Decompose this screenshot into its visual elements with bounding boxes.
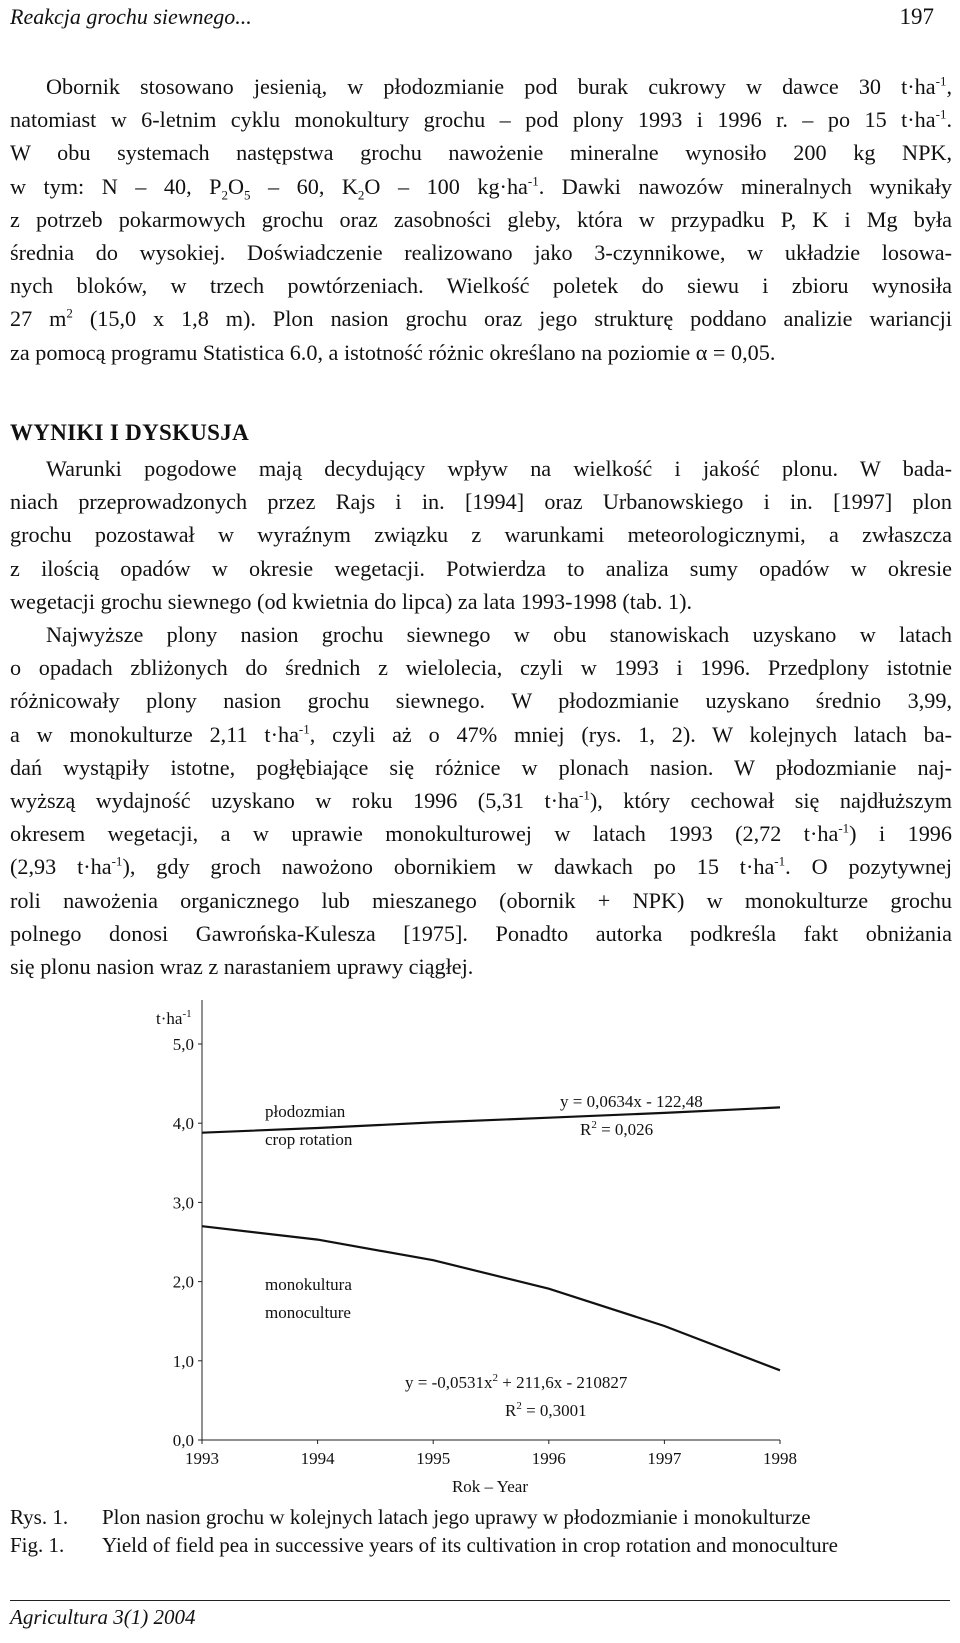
trend-equation-monoculture (405, 1372, 628, 1420)
text-line: niach przeprowadzonych przez Rajs i in. [1994] oraz Urbanowskiego i in. [1997] plon (10, 489, 952, 515)
series-line-monoculture (202, 1226, 780, 1370)
text-line: grochu pozostawał w wyraźnym związku z warunkami meteorologicznymi, a zwłaszcza (10, 522, 952, 548)
text-line: nych bloków, w trzech powtórzeniach. Wielkość poletek do siewu i zbioru wynosiła (10, 273, 952, 299)
footer-divider (10, 1600, 950, 1601)
text-line: z ilością opadów w okresie wegetacji. Potwierdza to analiza sumy opadów w okresie (10, 555, 952, 581)
section-title: WYNIKI I DYSKUSJA (10, 420, 249, 445)
series-label-en: crop rotation (265, 1130, 353, 1149)
figure-caption-en (10, 1533, 838, 1558)
y-tick-label: 2,0 (172, 1272, 194, 1292)
x-tick-label: 1993 (185, 1449, 219, 1468)
series-label-en: monoculture (265, 1303, 351, 1322)
caption-text: Yield of field pea in successive years of its cultivation in crop rotation and monoculture (102, 1533, 838, 1557)
caption-label: Fig. 1. (10, 1533, 65, 1557)
text-line: Obornik stosowano jesienią, w płodozmianie pod burak cukrowy w dawce 30 $t\cdot ha^{-1}$, (46, 73, 952, 99)
text-line: wegetacji grochu siewnego (od kwietnia do lipca) za lata 1993-1998 (tab. 1). (10, 588, 693, 614)
chart-canvas (150, 1000, 810, 1500)
figure-caption-pl (10, 1505, 811, 1530)
y-tick-label: 4,0 (172, 1114, 194, 1134)
trend-equation: $y = -0,0531x^2 + 211,6x - 210827$ (405, 1372, 628, 1392)
text-line: za pomocą programu Statistica 6.0, a istotność różnic określano na poziomie α = 0,05. (10, 339, 776, 365)
y-axis-label: $t\cdot ha^{-1}$ (156, 1008, 192, 1028)
yield-chart (150, 1000, 810, 1500)
x-tick-label: 1998 (763, 1449, 797, 1468)
paragraph-yields (10, 618, 952, 983)
text-line: W obu systemach następstwa grochu nawożenie mineralne wynosiło 200 kg NPK, (10, 140, 952, 166)
series-label-crop-rotation (265, 1102, 353, 1149)
x-tick-label: 1996 (531, 1449, 566, 1468)
text-line: polnego donosi Gawrońska-Kulesza [1975]. Ponadto autorka podkreśla fakt obniżania (10, 920, 952, 946)
y-tick-label: 3,0 (172, 1193, 194, 1213)
r-squared: $R^2 = 0,3001$ (505, 1400, 587, 1420)
text-line: (2,93 $t\cdot ha^{-1}$), gdy groch nawożono obornikiem w dawkach po 15 $t\cdot ha^{-1}$. O pozytywnej (10, 854, 952, 880)
text-line: w tym: N – 40, $P_2O_5 - 60$, $K_2O - 100$ $kg\cdot ha^{-1}$. Dawki nawozów mineralnych wynikały (10, 173, 952, 203)
text-line: dań wystąpiły istotne, pogłębiające się różnice w plonach nasion. W płodozmianie naj- (10, 754, 952, 780)
page-number: 197 (899, 4, 934, 29)
trend-equation: y = 0,0634x - 122,48 (560, 1092, 703, 1111)
series-label-monoculture (265, 1275, 352, 1322)
series-label-pl: monokultura (265, 1275, 352, 1294)
journal-footer: Agricultura 3(1) 2004 (10, 1605, 196, 1629)
x-axis-label: Rok – Year (451, 1477, 529, 1496)
r-squared: $R^2 = 0,026$ (580, 1119, 654, 1139)
y-tick-label: 1,0 (172, 1351, 194, 1371)
text-line: o opadach zbliżonych do średnich z wielolecia, czyli w 1993 i 1996. Przedplony istotnie (10, 655, 952, 681)
y-tick-label: 0,0 (172, 1431, 194, 1450)
paragraph-methods (10, 70, 952, 369)
text-line: a w monokulturze 2,11 $t\cdot ha^{-1}$, czyli aż o 47% mniej (rys. 1, 2). W kolejnych latach ba- (10, 721, 952, 747)
x-tick-label: 1997 (647, 1449, 682, 1468)
text-line: średnia do wysokiej. Doświadczenie realizowano jako 3-czynnikowe, w układzie losowa- (10, 240, 952, 266)
caption-label: Rys. 1. (10, 1505, 69, 1529)
text-line: z potrzeb pokarmowych grochu oraz zasobności gleby, która w przypadku P, K i Mg była (10, 206, 952, 232)
text-line: się plonu nasion wraz z narastaniem uprawy ciągłej. (10, 954, 474, 980)
text-line: 27 $m^2$ (15,0 x 1,8 m). Plon nasion grochu oraz jego strukturę poddano analizie wariancji (10, 306, 952, 332)
x-tick-label: 1994 (300, 1449, 335, 1468)
text-line: natomiast w 6-letnim cyklu monokultury grochu – pod plony 1993 i 1996 r. – po 15 $t\cdot ha^{-1}$. (10, 106, 952, 133)
text-line: okresem wegetacji, a w uprawie monokulturowej w latach 1993 (2,72 $t\cdot ha^{-1}$) i 1996 (10, 820, 952, 847)
text-line: różnicowały plony nasion grochu siewnego. W płodozmianie uzyskano średnio 3,99, (10, 688, 952, 714)
running-title: Reakcja grochu siewnego... (10, 4, 252, 29)
text-line: wyższą wydajność uzyskano w roku 1996 (5,31 $t\cdot ha^{-1}$), który cechował się najdłuższym (10, 787, 952, 814)
x-tick-label: 1995 (416, 1449, 451, 1468)
text-line: roli nawożenia organicznego lub mieszanego (obornik + NPK) w monokulturze grochu (10, 887, 952, 913)
series-label-pl: płodozmian (265, 1102, 346, 1121)
y-tick-label: 5,0 (172, 1035, 194, 1054)
paragraph-weather (10, 452, 952, 618)
caption-text: Plon nasion grochu w kolejnych latach jego uprawy w płodozmianie i monokulturze (102, 1505, 811, 1529)
text-line: Warunki pogodowe mają decydujący wpływ na wielkość i jakość plonu. W bada- (46, 456, 952, 481)
text-line: Najwyższe plony nasion grochu siewnego w obu stanowiskach uzyskano w latach (46, 622, 952, 647)
